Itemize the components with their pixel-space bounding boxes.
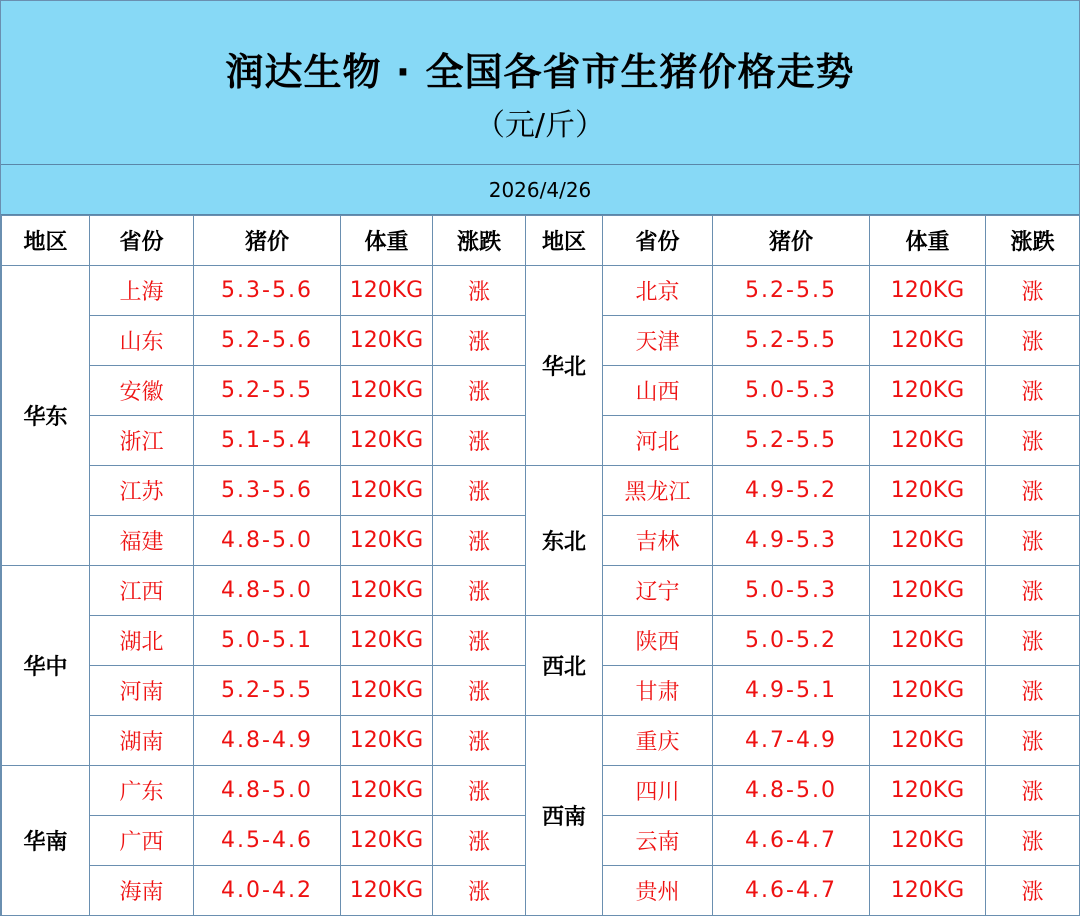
price-cell-left: 4.8-5.0 bbox=[194, 766, 341, 816]
province-cell-right: 北京 bbox=[603, 266, 713, 316]
province-cell-right: 山西 bbox=[603, 366, 713, 416]
trend-cell-left: 涨 bbox=[433, 316, 526, 366]
price-cell-right: 5.0-5.2 bbox=[713, 616, 870, 666]
page-title: 润达生物 · 全国各省市生猪价格走势 bbox=[225, 50, 855, 94]
trend-cell-left: 涨 bbox=[433, 516, 526, 566]
trend-cell-right: 涨 bbox=[986, 266, 1080, 316]
date-bar bbox=[1, 165, 1079, 215]
trend-cell-right: 涨 bbox=[986, 816, 1080, 866]
region-cell-left: 华南 bbox=[2, 766, 90, 916]
province-cell-right: 贵州 bbox=[603, 866, 713, 916]
trend-cell-right: 涨 bbox=[986, 766, 1080, 816]
province-cell-left: 山东 bbox=[90, 316, 194, 366]
region-cell-right: 西南 bbox=[526, 716, 603, 916]
table-row bbox=[2, 266, 1080, 316]
weight-cell-left: 120KG bbox=[341, 816, 433, 866]
price-cell-right: 4.9-5.3 bbox=[713, 516, 870, 566]
price-cell-right: 4.6-4.7 bbox=[713, 866, 870, 916]
report-date: 2026/4/26 bbox=[488, 177, 592, 202]
region-cell-left: 华东 bbox=[2, 266, 90, 566]
weight-cell-left: 120KG bbox=[341, 516, 433, 566]
trend-cell-right: 涨 bbox=[986, 316, 1080, 366]
region-cell-right: 东北 bbox=[526, 466, 603, 616]
header-price-left: 猪价 bbox=[194, 216, 341, 266]
weight-cell-right: 120KG bbox=[870, 616, 986, 666]
weight-cell-left: 120KG bbox=[341, 416, 433, 466]
price-cell-left: 5.2-5.5 bbox=[194, 666, 341, 716]
title-block bbox=[1, 1, 1079, 165]
weight-cell-left: 120KG bbox=[341, 666, 433, 716]
weight-cell-right: 120KG bbox=[870, 466, 986, 516]
weight-cell-left: 120KG bbox=[341, 866, 433, 916]
table-row bbox=[2, 466, 1080, 516]
trend-cell-right: 涨 bbox=[986, 516, 1080, 566]
trend-cell-left: 涨 bbox=[433, 566, 526, 616]
table-body bbox=[2, 266, 1080, 916]
weight-cell-left: 120KG bbox=[341, 266, 433, 316]
trend-cell-left: 涨 bbox=[433, 766, 526, 816]
price-cell-right: 5.2-5.5 bbox=[713, 316, 870, 366]
weight-cell-left: 120KG bbox=[341, 366, 433, 416]
header-weight-right: 体重 bbox=[870, 216, 986, 266]
weight-cell-right: 120KG bbox=[870, 866, 986, 916]
header-trend-right: 涨跌 bbox=[986, 216, 1080, 266]
trend-cell-left: 涨 bbox=[433, 866, 526, 916]
province-cell-right: 吉林 bbox=[603, 516, 713, 566]
price-cell-right: 4.9-5.2 bbox=[713, 466, 870, 516]
weight-cell-left: 120KG bbox=[341, 716, 433, 766]
province-cell-left: 河南 bbox=[90, 666, 194, 716]
trend-cell-right: 涨 bbox=[986, 616, 1080, 666]
weight-cell-right: 120KG bbox=[870, 716, 986, 766]
price-cell-right: 5.2-5.5 bbox=[713, 416, 870, 466]
header-weight-left: 体重 bbox=[341, 216, 433, 266]
header-region-right: 地区 bbox=[526, 216, 603, 266]
price-cell-left: 5.2-5.5 bbox=[194, 366, 341, 416]
trend-cell-left: 涨 bbox=[433, 466, 526, 516]
price-cell-right: 5.0-5.3 bbox=[713, 566, 870, 616]
price-cell-left: 5.0-5.1 bbox=[194, 616, 341, 666]
trend-cell-left: 涨 bbox=[433, 716, 526, 766]
header-price-right: 猪价 bbox=[713, 216, 870, 266]
region-cell-right: 西北 bbox=[526, 616, 603, 716]
province-cell-left: 安徽 bbox=[90, 366, 194, 416]
price-cell-left: 4.5-4.6 bbox=[194, 816, 341, 866]
region-cell-right: 华北 bbox=[526, 266, 603, 466]
province-cell-right: 云南 bbox=[603, 816, 713, 866]
price-cell-right: 5.2-5.5 bbox=[713, 266, 870, 316]
weight-cell-left: 120KG bbox=[341, 766, 433, 816]
weight-cell-right: 120KG bbox=[870, 316, 986, 366]
price-cell-left: 5.2-5.6 bbox=[194, 316, 341, 366]
weight-cell-left: 120KG bbox=[341, 566, 433, 616]
unit-label: （元/斤） bbox=[474, 108, 606, 143]
province-cell-left: 广西 bbox=[90, 816, 194, 866]
header-province-right: 省份 bbox=[603, 216, 713, 266]
province-cell-right: 辽宁 bbox=[603, 566, 713, 616]
table-row bbox=[2, 716, 1080, 766]
province-cell-left: 湖北 bbox=[90, 616, 194, 666]
price-table bbox=[1, 215, 1080, 916]
weight-cell-right: 120KG bbox=[870, 766, 986, 816]
province-cell-left: 江西 bbox=[90, 566, 194, 616]
province-cell-right: 重庆 bbox=[603, 716, 713, 766]
header-region-left: 地区 bbox=[2, 216, 90, 266]
trend-cell-right: 涨 bbox=[986, 566, 1080, 616]
weight-cell-right: 120KG bbox=[870, 366, 986, 416]
trend-cell-left: 涨 bbox=[433, 666, 526, 716]
province-cell-left: 福建 bbox=[90, 516, 194, 566]
header-province-left: 省份 bbox=[90, 216, 194, 266]
weight-cell-right: 120KG bbox=[870, 416, 986, 466]
trend-cell-left: 涨 bbox=[433, 416, 526, 466]
price-cell-right: 5.0-5.3 bbox=[713, 366, 870, 416]
weight-cell-right: 120KG bbox=[870, 566, 986, 616]
header-trend-left: 涨跌 bbox=[433, 216, 526, 266]
weight-cell-right: 120KG bbox=[870, 266, 986, 316]
price-cell-left: 4.8-5.0 bbox=[194, 566, 341, 616]
trend-cell-right: 涨 bbox=[986, 466, 1080, 516]
weight-cell-left: 120KG bbox=[341, 616, 433, 666]
price-cell-left: 5.1-5.4 bbox=[194, 416, 341, 466]
price-cell-right: 4.9-5.1 bbox=[713, 666, 870, 716]
header-row bbox=[2, 216, 1080, 266]
price-cell-left: 4.8-5.0 bbox=[194, 516, 341, 566]
price-cell-right: 4.7-4.9 bbox=[713, 716, 870, 766]
province-cell-left: 江苏 bbox=[90, 466, 194, 516]
price-cell-left: 5.3-5.6 bbox=[194, 466, 341, 516]
trend-cell-left: 涨 bbox=[433, 816, 526, 866]
province-cell-right: 天津 bbox=[603, 316, 713, 366]
trend-cell-right: 涨 bbox=[986, 416, 1080, 466]
province-cell-left: 海南 bbox=[90, 866, 194, 916]
trend-cell-left: 涨 bbox=[433, 266, 526, 316]
province-cell-left: 广东 bbox=[90, 766, 194, 816]
trend-cell-left: 涨 bbox=[433, 366, 526, 416]
table-row bbox=[2, 616, 1080, 666]
province-cell-right: 四川 bbox=[603, 766, 713, 816]
trend-cell-left: 涨 bbox=[433, 616, 526, 666]
weight-cell-right: 120KG bbox=[870, 516, 986, 566]
weight-cell-left: 120KG bbox=[341, 466, 433, 516]
province-cell-left: 湖南 bbox=[90, 716, 194, 766]
trend-cell-right: 涨 bbox=[986, 716, 1080, 766]
province-cell-right: 黑龙江 bbox=[603, 466, 713, 516]
trend-cell-right: 涨 bbox=[986, 866, 1080, 916]
province-cell-right: 河北 bbox=[603, 416, 713, 466]
province-cell-left: 浙江 bbox=[90, 416, 194, 466]
price-cell-right: 4.6-4.7 bbox=[713, 816, 870, 866]
price-cell-right: 4.8-5.0 bbox=[713, 766, 870, 816]
province-cell-right: 甘肃 bbox=[603, 666, 713, 716]
weight-cell-right: 120KG bbox=[870, 666, 986, 716]
province-cell-right: 陕西 bbox=[603, 616, 713, 666]
trend-cell-right: 涨 bbox=[986, 366, 1080, 416]
price-cell-left: 4.8-4.9 bbox=[194, 716, 341, 766]
region-cell-left: 华中 bbox=[2, 566, 90, 766]
trend-cell-right: 涨 bbox=[986, 666, 1080, 716]
weight-cell-right: 120KG bbox=[870, 816, 986, 866]
province-cell-left: 上海 bbox=[90, 266, 194, 316]
weight-cell-left: 120KG bbox=[341, 316, 433, 366]
price-cell-left: 5.3-5.6 bbox=[194, 266, 341, 316]
price-cell-left: 4.0-4.2 bbox=[194, 866, 341, 916]
